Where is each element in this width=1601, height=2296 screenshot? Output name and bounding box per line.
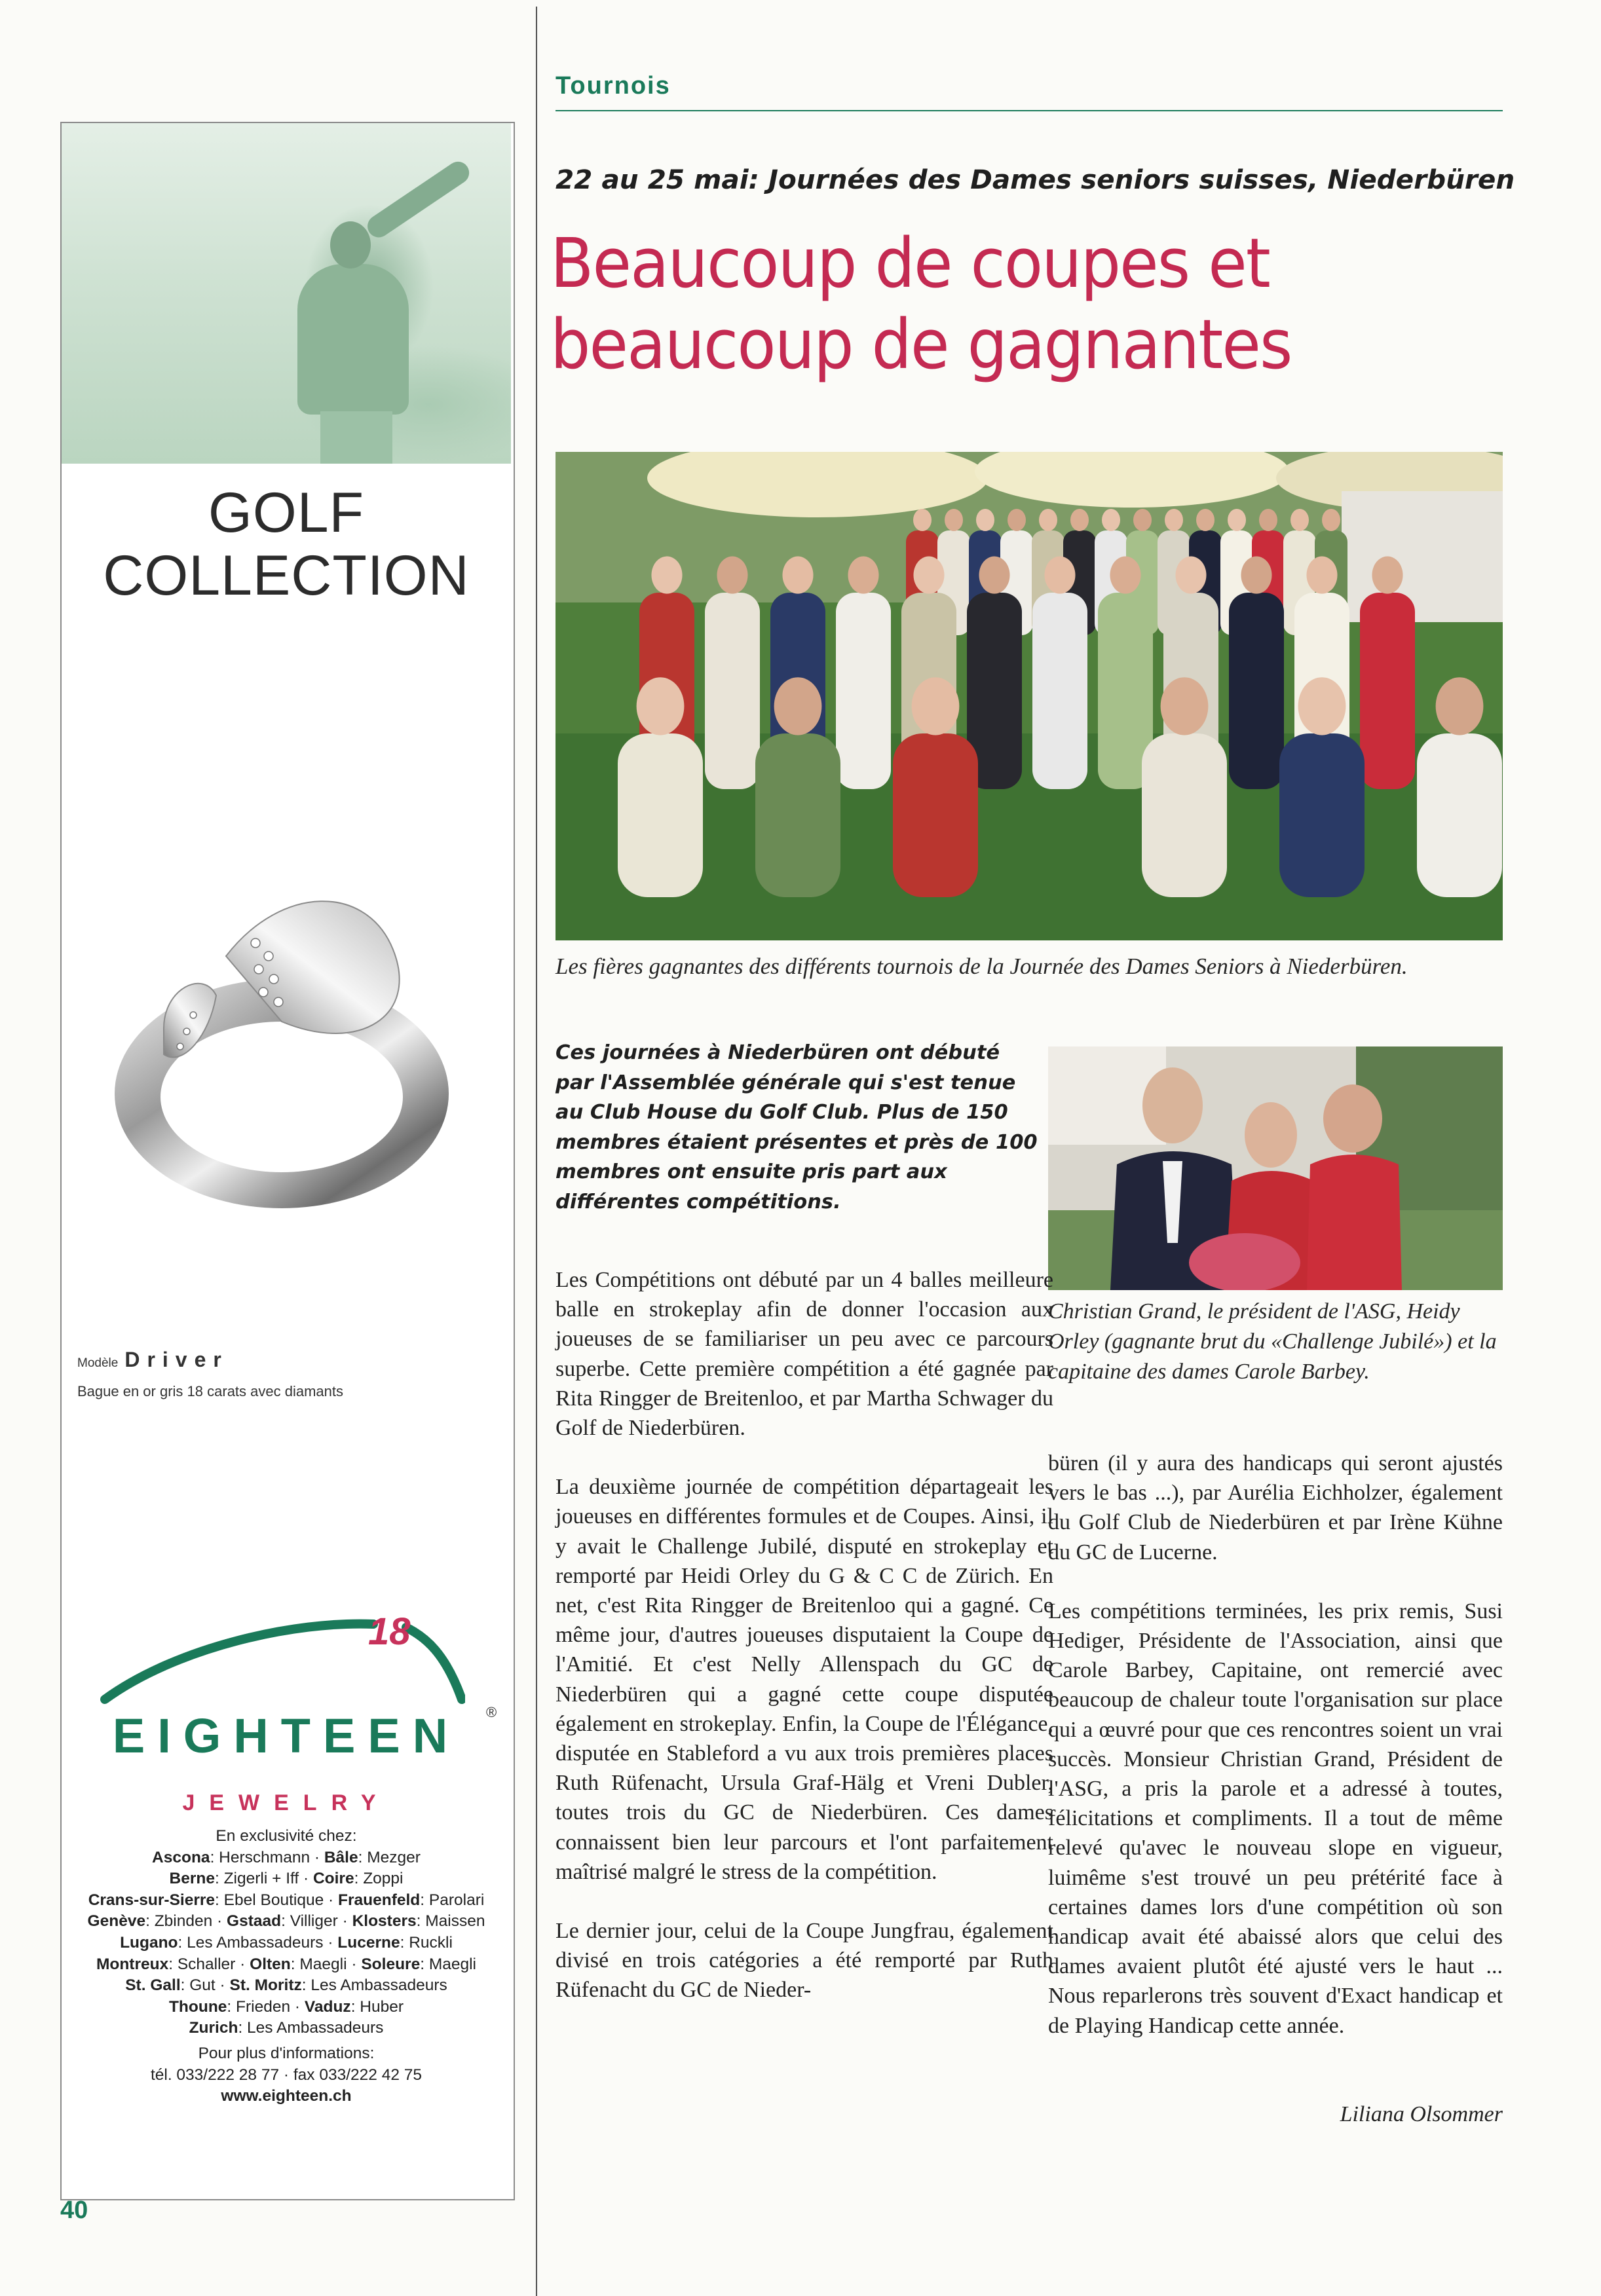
- stockist-list: [62, 1826, 511, 2039]
- stockist-intro: En exclusivité chez:: [216, 1827, 357, 1845]
- stockist-line: Montreux: Schaller · Olten: Maegli · Soleure: Maegli: [96, 1955, 477, 1973]
- article-kicker: 22 au 25 mai: Journées des Dames seniors suisses, Niederbüren: [556, 164, 1515, 195]
- brand-name: EIGHTEEN: [112, 1709, 461, 1763]
- brand-subtitle: JEWELRY: [182, 1790, 390, 1815]
- stockist-line: Crans-sur-Sierre: Ebel Boutique · Frauenfeld: Parolari: [88, 1891, 485, 1909]
- brand-number: 18: [368, 1610, 411, 1653]
- ring-description: Bague en or gris 18 carats avec diamants: [77, 1383, 344, 1399]
- golfer-photo: [62, 123, 511, 464]
- article-author: Liliana Olsommer: [1340, 2102, 1503, 2126]
- page-number: 40: [60, 2196, 88, 2224]
- column-divider: [536, 7, 537, 2296]
- article-lead: Ces journées à Niederbüren ont débuté par l'Assemblée générale qui s'est tenue au Club House du Golf Club. Plus de 150 membres étaient présentes et près de 100 membres ont ensuite pris part aux différentes compétitions.: [556, 1041, 1038, 1213]
- stockist-line: Berne: Zigerli + Iff · Coire: Zoppi: [169, 1870, 404, 1888]
- main-photo-caption: Les fières gagnantes des différents tournois de la Journée des Dames Seniors à Niederbüren.: [556, 954, 1408, 979]
- stockist-line: St. Gall: Gut · St. Moritz: Les Ambassadeurs: [125, 1976, 447, 1995]
- ring-model-label: Modèle Driver: [77, 1348, 229, 1371]
- ad-title: GOLF COLLECTION: [103, 481, 470, 607]
- contact-info: Pour plus d'informations: tél. 033/222 28 77 · fax 033/222 42 75 www.eighteen.ch: [62, 2043, 511, 2107]
- article-body-right: büren (il y aura des handicaps qui seront ajustés vers le bas ...), par Aurélia Eichholzer, également du Golf Club de Niederbüren et par Irène Kühne du GC de Lucerne. Les compétitions terminées, les prix remis, Susi Hediger, Présidente de l'Association, ainsi que Carole Barbey, Capitaine, ont remercié avec beaucoup de chaleur toute l'organisation sur place qui a œuvré pour que ces rencontres soient un vrai succès. Monsieur Christian Grand, Président de l'ASG, a pris la parole et a adressé à toutes, félicitations et compliments. Il a tout de même relevé qu'avec le nouveau slope en vigueur, luimême s'est trouvé un peu prétérité face à certaines dames lors d'une compétition où son handicap avait été abaissé alors que celui des dames avaient plutôt été ajusté vers le haut ... Nous reparlerons très souvent d'Exact handicap et de Playing Handicap cette année.: [1048, 1451, 1503, 2038]
- registered-mark: ®: [486, 1704, 497, 1720]
- ring-photo: [85, 858, 478, 1225]
- stockist-line: Ascona: Herschmann · Bâle: Mezger: [152, 1848, 421, 1866]
- officials-photo-caption: Christian Grand, le président de l'ASG, Heidy Orley (gagnante brut du «Challenge Jubilé») et la capitaine des dames Carole Barbey.: [1048, 1299, 1497, 1384]
- article-body-left: Les Compétitions ont débuté par un 4 balles meilleure balle en strokeplay afin de donner l'occasion aux joueuses de se familiariser un peu avec ce parcours superbe. Cette première compétition a été gagnée par Rita Ringger de Breitenloo, et par Martha Schwager du Golf de Niederbüren. La deuxième journée de compétition départageait les joueuses en différentes formules et de Coupes. Ainsi, il y avait le Challenge Jubilé, disputé en strokeplay et remporté par Heidi Orley du G & C C de Zürich. En net, c'est Rita Ringger de Breitenloo qui a gagné. Ce même jour, d'autres joueuses disputaient la Coupe de l'Amitié. Et c'est Nelly Allenspach du GC de Niederbüren qui a gagné cette coupe disputée également en strokeplay. Enfin, la Coupe de l'Élégance, disputée en Stableford a vu aux trois premières places Ruth Rüfenacht, Ursula Graf-Hälg et Vreni Dubler, toutes trois du GC de Niederbüren. Ces dames connaissent bien leur parcours et l'ont parfaitement maîtrisé malgré le stress de la compétition. Le dernier jour, celui de la Coupe Jungfrau, également divisé en trois catégories a été remporté par Ruth Rüfenacht du GC de Nieder-: [556, 1268, 1053, 2003]
- stockist-line: Zurich: Les Ambassadeurs: [189, 2019, 384, 2037]
- website-link[interactable]: www.eighteen.ch: [221, 2087, 352, 2105]
- article-headline: Beaucoup de coupes et beaucoup de gagnantes: [550, 223, 1292, 384]
- stockist-line: Genève: Zbinden · Gstaad: Villiger · Klosters: Maissen: [87, 1912, 485, 1931]
- section-label: Tournois: [556, 72, 671, 100]
- officials-photo: [1048, 1046, 1503, 1290]
- stockist-line: Lugano: Les Ambassadeurs · Lucerne: Ruckli: [120, 1933, 453, 1952]
- eighteen-swoosh-logo: [98, 1608, 465, 1706]
- section-rule: [556, 110, 1503, 111]
- group-photo: [556, 452, 1503, 940]
- stockist-line: Thoune: Frieden · Vaduz: Huber: [168, 1997, 404, 2016]
